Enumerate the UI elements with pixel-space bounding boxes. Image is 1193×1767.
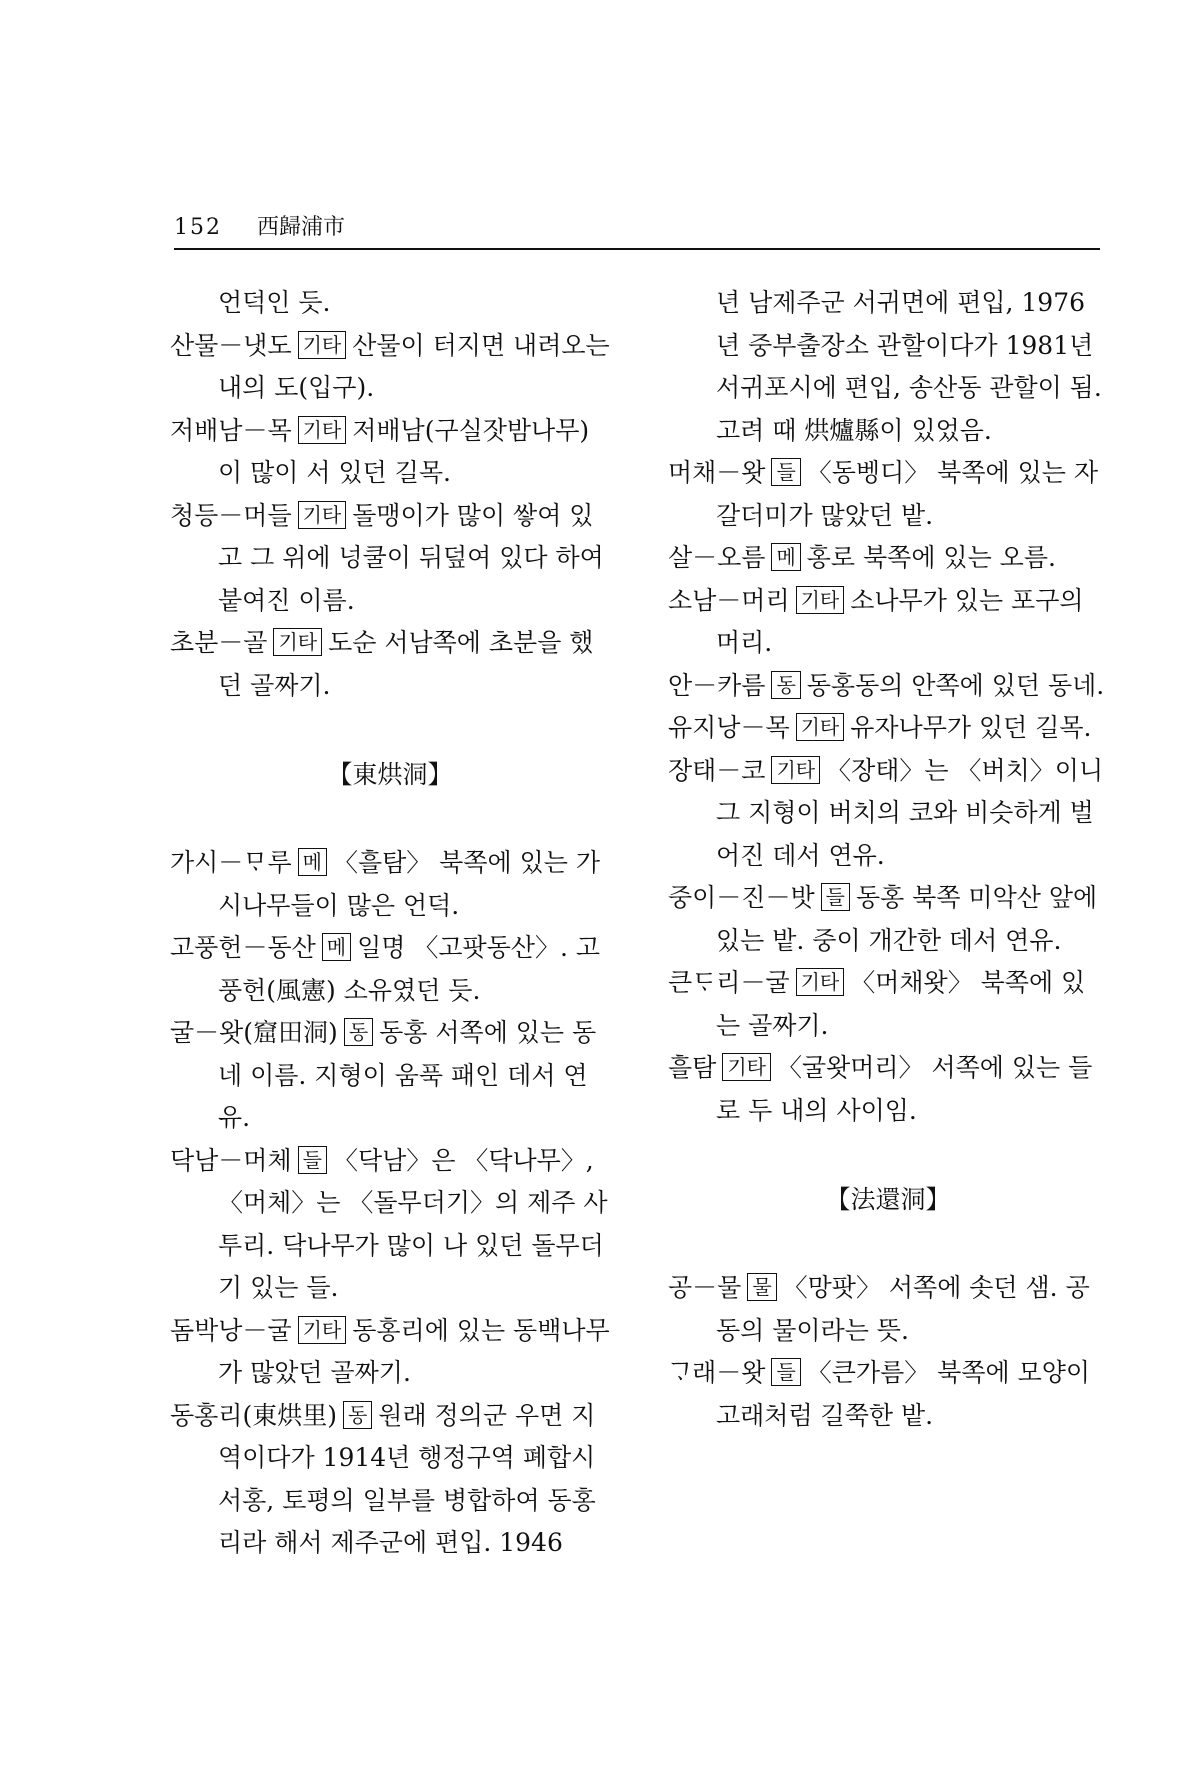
page-number: 152 [174, 215, 222, 240]
category-tag: 기타 [298, 1316, 347, 1344]
entry-description: 일명 〈고팟동산〉. 고풍헌(風憲) 소유였던 듯. [218, 933, 600, 1005]
category-tag: 기타 [796, 968, 845, 996]
entry-term: 동홍리(東烘里) [170, 1400, 337, 1430]
category-tag: 동 [343, 1401, 372, 1429]
entry-term: 고풍헌－동산 [170, 933, 316, 962]
entry-term: 안－카름 [668, 670, 766, 700]
gazetteer-entry [170, 410, 610, 495]
entry-description: 도순 서남쪽에 초분을 했던 골짜기. [218, 628, 594, 700]
entry-description: 홍로 북쪽에 있는 오름. [806, 543, 1056, 572]
entry-term: 소남－머리 [668, 585, 790, 615]
continuation-text: 년 남제주군 서귀면에 편입, 1976년 중부출장소 관할이다가 1981년 서귀포시에 편입, 송산동 관할이 됨. 고려 때 烘爐縣이 있었음. [716, 288, 1102, 445]
entry-description: 동홍 북쪽 미악산 앞에 있는 밭. 중이 개간한 데서 연유. [716, 883, 1098, 955]
gazetteer-entry [668, 580, 1108, 665]
entry-description: 〈망팟〉 서쪽에 솟던 샘. 공동의 물이라는 뜻. [716, 1273, 1090, 1345]
entry-description: 원래 정의군 우면 지역이다가 1914년 행정구역 폐합시 서홍, 토평의 일부를 병합하여 동홍리라 해서 제주군에 편입. 1946 [218, 1400, 596, 1557]
gazetteer-entry [170, 1395, 610, 1565]
gazetteer-entry [170, 1012, 610, 1140]
entry-description: 〈큰가름〉 북쪽에 모양이 고래처럼 길쭉한 밭. [716, 1358, 1091, 1430]
right-column [668, 282, 1108, 1437]
category-tag: 들 [298, 1146, 327, 1174]
entry-description: 저배남(구실잣밤나무)이 많이 서 있던 길목. [218, 415, 590, 487]
category-tag: 물 [747, 1273, 776, 1301]
category-tag: 기타 [273, 628, 322, 656]
entry-group [668, 452, 1108, 1132]
gazetteer-entry [668, 1352, 1108, 1437]
entry-term: 공－물 [668, 1273, 742, 1302]
gazetteer-entry [668, 452, 1108, 537]
gazetteer-entry [170, 495, 610, 623]
entry-description: 〈닥남〉은 〈닥나무〉, 〈머체〉는 〈돌무더기〉의 제주 사투리. 닥나무가 많이 나 있던 돌무더기 있는 들. [218, 1145, 608, 1302]
entry-description: 동홍동의 안쪽에 있던 동네. [806, 670, 1105, 700]
entry-term: 닥남－머체 [170, 1145, 292, 1175]
running-header [174, 208, 1100, 250]
category-tag: 기타 [771, 756, 820, 784]
entry-group [170, 325, 610, 708]
category-tag: 기타 [722, 1053, 771, 1081]
category-tag: 기타 [298, 331, 347, 359]
entry-term: 머채－왓 [668, 458, 766, 487]
entry-description: 〈동벵디〉 북쪽에 있는 자갈더미가 많았던 밭. [716, 458, 1098, 530]
gazetteer-entry [170, 927, 610, 1012]
entry-description: 〈굴왓머리〉 서쪽에 있는 들로 두 내의 사이임. [716, 1053, 1093, 1125]
entry-term: 굴－왓(窟田洞) [170, 1018, 338, 1047]
gazetteer-entry [668, 1267, 1108, 1352]
entry-description: 〈머채왓〉 북쪽에 있는 골짜기. [716, 968, 1086, 1040]
entry-term: 살－오름 [668, 543, 766, 572]
gazetteer-entry [668, 877, 1108, 962]
entry-description: 소나무가 있는 포구의 머리. [716, 585, 1084, 657]
section-title: 【法還洞】 [825, 1185, 951, 1214]
gazetteer-entry [170, 842, 610, 927]
gazetteer-entry [170, 622, 610, 707]
entry-term: 흘탐 [668, 1053, 717, 1082]
category-tag: 기타 [796, 713, 845, 741]
entry-term: ᄀᆞ래－왓 [668, 1358, 766, 1387]
gazetteer-entry [170, 325, 610, 410]
entry-term: 돔박낭－굴 [170, 1315, 292, 1345]
entry-term: 가시－ᄆᆞ루 [170, 848, 292, 877]
gazetteer-entry [170, 1310, 610, 1395]
entry-term: 유지낭－목 [668, 713, 790, 742]
gazetteer-entry [170, 1140, 610, 1310]
entry-group [170, 842, 610, 1565]
entry-description: 유자나무가 있던 길목. [850, 713, 1092, 742]
entry-description: 동홍리에 있는 동백나무가 많았던 골짜기. [218, 1315, 610, 1387]
category-tag: 들 [771, 1358, 800, 1386]
entry-description: 동홍 서쪽에 있는 동네 이름. 지형이 움푹 패인 데서 연유. [218, 1018, 597, 1132]
category-tag: 기타 [298, 416, 347, 444]
gazetteer-entry [668, 665, 1108, 708]
section-title: 【東烘洞】 [327, 760, 453, 789]
entry-term: 저배남－목 [170, 415, 292, 445]
entry-term: 중이－진－밧 [668, 883, 815, 912]
category-tag: 들 [821, 883, 850, 911]
entry-term: 산물－냇도 [170, 330, 292, 360]
entry-description: 돌맹이가 많이 쌓여 있고 그 위에 넝쿨이 뒤덮여 있다 하여 붙여진 이름. [218, 500, 604, 615]
category-tag: 기타 [796, 586, 845, 614]
category-tag: 메 [322, 933, 351, 961]
gazetteer-entry [668, 707, 1108, 750]
entry-term: 초분－골 [170, 628, 268, 657]
entry-group [668, 1267, 1108, 1437]
category-tag: 기타 [298, 501, 347, 529]
entry-description: 산물이 터지면 내려오는 내의 도(입구). [218, 330, 610, 402]
category-tag: 메 [771, 543, 800, 571]
category-tag: 동 [344, 1018, 373, 1046]
running-title: 西歸浦市 [257, 215, 346, 240]
category-tag: 동 [771, 671, 800, 699]
gazetteer-entry [668, 750, 1108, 878]
gazetteer-entry [668, 962, 1108, 1047]
entry-term: 큰ᄃᆞ리－굴 [668, 968, 790, 997]
category-tag: 메 [298, 848, 327, 876]
entry-term: 청등－머들 [170, 500, 292, 530]
entry-term: 장태－코 [668, 755, 766, 785]
entry-description: 〈흘탐〉 북쪽에 있는 가시나무들이 많은 언덕. [218, 848, 600, 920]
category-tag: 들 [771, 458, 800, 486]
entry-description: 〈장태〉는 〈버치〉이니 그 지형이 버치의 코와 비슷하게 벌어진 데서 연유. [716, 755, 1104, 870]
continuation-text: 언덕인 듯. [218, 288, 331, 317]
gazetteer-entry [668, 1047, 1108, 1132]
left-column [170, 282, 610, 1565]
gazetteer-entry [668, 537, 1108, 580]
